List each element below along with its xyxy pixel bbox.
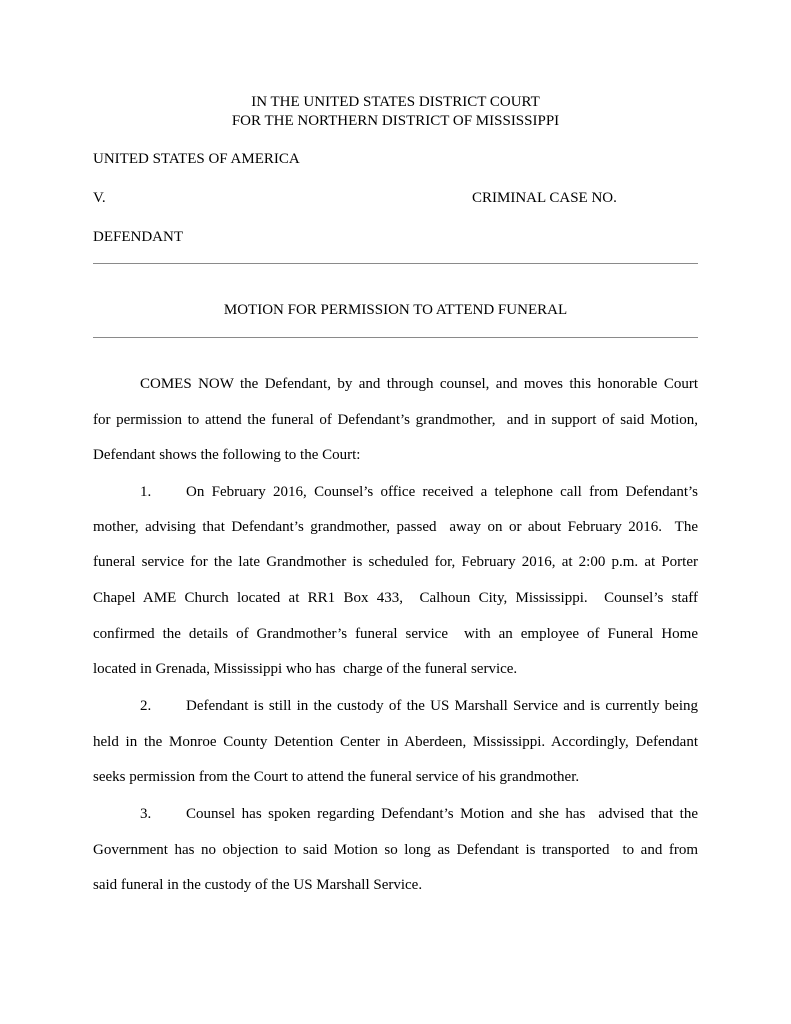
- caption-divider-bottom: [93, 337, 698, 338]
- paragraph-number: 1.: [140, 484, 152, 500]
- motion-title: MOTION FOR PERMISSION TO ATTEND FUNERAL: [223, 302, 568, 318]
- intro-line: Defendant shows the following to the Court:: [93, 447, 361, 463]
- caption-divider-top: [93, 263, 698, 264]
- paragraph-number: 2.: [140, 698, 152, 714]
- paragraph-line: said funeral in the custody of the US Marshall Service.: [93, 877, 423, 893]
- paragraph-line: seeks permission from the Court to attend the funeral service of his grandmother.: [93, 769, 580, 785]
- paragraph-line: located in Grenada, Mississippi who has charge of the funeral service.: [93, 661, 518, 677]
- court-name-line-1: IN THE UNITED STATES DISTRICT COURT: [251, 94, 540, 110]
- defendant-label: DEFENDANT: [93, 229, 183, 245]
- paragraph-line: Counsel has spoken regarding Defendant’s Motion and she has advised that the: [186, 806, 698, 822]
- paragraph-line: funeral service for the late Grandmother is scheduled for, February 2016, at 2:00 p.m. at Porter: [93, 554, 698, 570]
- plaintiff-name: UNITED STATES OF AMERICA: [93, 151, 300, 167]
- court-name-line-2: FOR THE NORTHERN DISTRICT OF MISSISSIPPI: [231, 113, 560, 129]
- paragraph-line: confirmed the details of Grandmother’s funeral service with an employee of Funeral Home: [93, 626, 698, 642]
- paragraph-number: 3.: [140, 806, 152, 822]
- versus-label: V.: [93, 190, 106, 206]
- paragraph-line: Defendant is still in the custody of the US Marshall Service and is currently being: [186, 698, 698, 714]
- paragraph-line: Government has no objection to said Motion so long as Defendant is transported to and from: [93, 842, 698, 858]
- intro-line: COMES NOW the Defendant, by and through counsel, and moves this honorable Court: [140, 376, 698, 392]
- paragraph-line: Chapel AME Church located at RR1 Box 433, Calhoun City, Mississippi. Counsel’s staff: [93, 590, 698, 606]
- paragraph-line: mother, advising that Defendant’s grandmother, passed away on or about February 2016. The: [93, 519, 698, 535]
- intro-line: for permission to attend the funeral of Defendant’s grandmother, and in support of said Motion,: [93, 412, 698, 428]
- paragraph-line: On February 2016, Counsel’s office received a telephone call from Defendant’s: [186, 484, 698, 500]
- case-number-label: CRIMINAL CASE NO.: [472, 190, 617, 206]
- paragraph-line: held in the Monroe County Detention Center in Aberdeen, Mississippi. Accordingly, Defendant: [93, 734, 698, 750]
